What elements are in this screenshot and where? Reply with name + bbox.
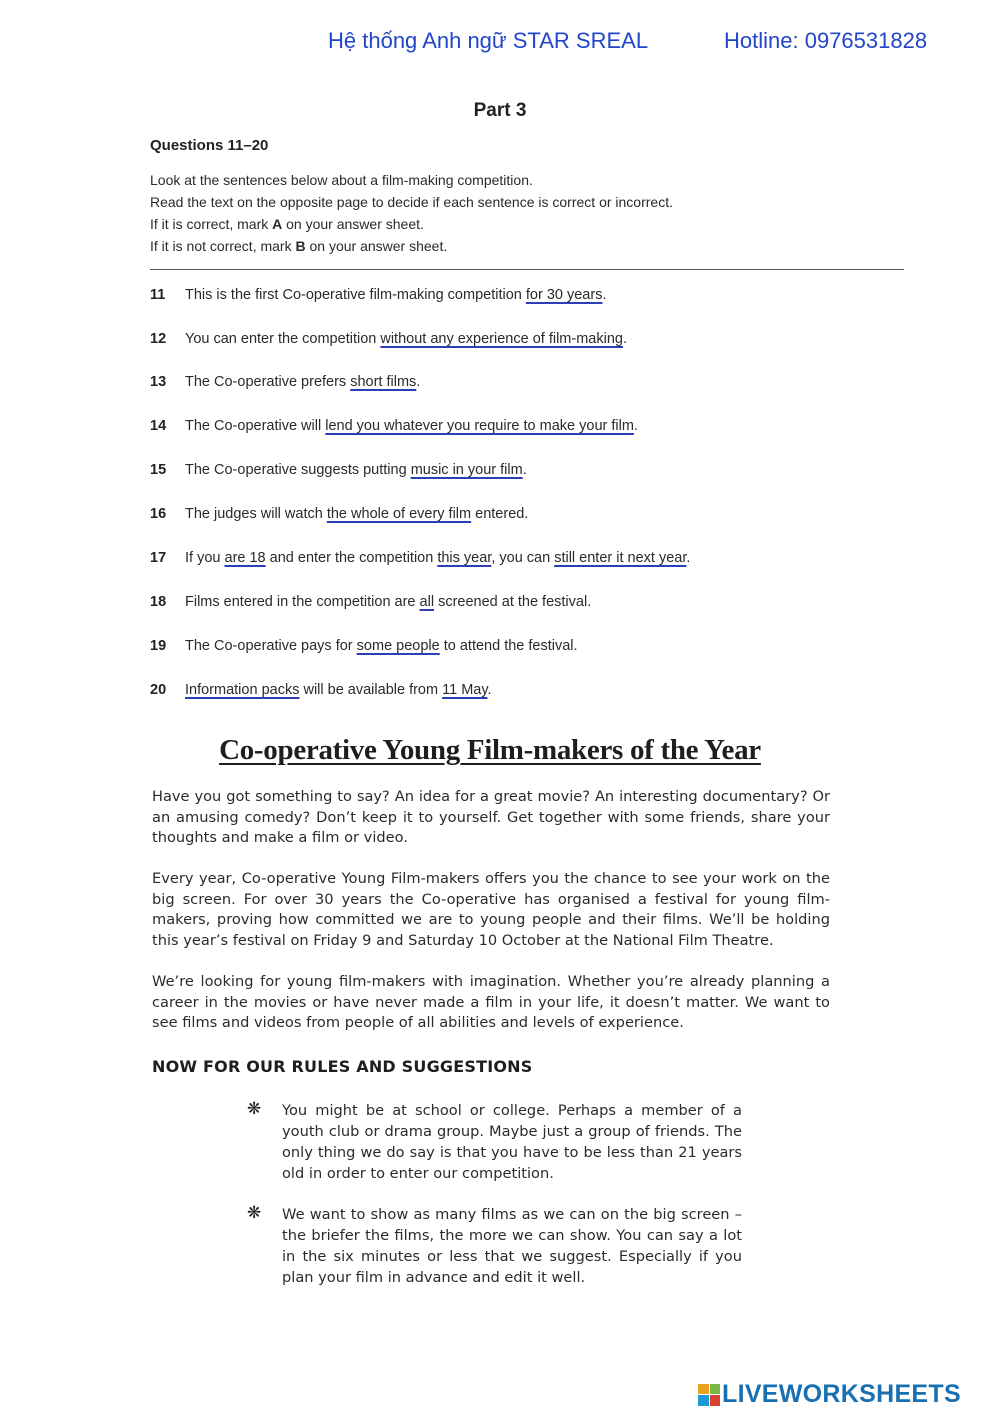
question-number: 20: [150, 682, 167, 698]
questions-heading: Questions 11–20: [150, 137, 269, 154]
logo-square: [710, 1384, 721, 1395]
question-number: 18: [150, 594, 167, 610]
bullet-icon: ❋: [247, 1099, 262, 1118]
question-item: 12 You can enter the competition without any experience of film-making.: [150, 331, 627, 347]
question-number: 12: [150, 331, 167, 347]
question-number: 14: [150, 418, 167, 434]
article-title: Co-operative Young Film-makers of the Year: [219, 734, 761, 766]
question-item: 13 The Co-operative prefers short films.: [150, 374, 421, 390]
question-number: 13: [150, 374, 167, 390]
rule-bullet: We want to show as many films as we can on the big screen – the briefer the films, the more we can show. You can say a lot in the six minutes or less that we suggest. Especially if you plan your film in advance and edit it well.: [282, 1206, 742, 1286]
logo-text: LIVEWORKSHEETS: [722, 1380, 961, 1408]
question-item: 16 The judges will watch the whole of every film entered.: [150, 506, 529, 522]
question-item: 18 Films entered in the competition are all screened at the festival.: [150, 594, 592, 610]
part-title: Part 3: [473, 100, 527, 121]
instruction-line: If it is not correct, mark B on your answer sheet.: [150, 238, 448, 254]
hotline: Hotline: 0976531828: [724, 28, 928, 53]
question-number: 19: [150, 638, 167, 654]
question-item: 17 If you are 18 and enter the competition this year, you can still enter it next year.: [150, 550, 691, 566]
question-item: 15 The Co-operative suggests putting music in your film.: [150, 462, 527, 478]
question-item: 14 The Co-operative will lend you whatever you require to make your film.: [150, 418, 638, 434]
instruction-line: Look at the sentences below about a film-making competition.: [150, 172, 533, 188]
question-number: 11: [150, 287, 166, 303]
logo-square: [698, 1384, 709, 1395]
instruction-line: If it is correct, mark A on your answer sheet.: [150, 216, 424, 232]
question-item: 19 The Co-operative pays for some people to attend the festival.: [150, 638, 578, 654]
liveworksheets-logo: [698, 1380, 961, 1409]
logo-square: [710, 1395, 721, 1406]
divider: [150, 269, 904, 270]
question-item: 11 This is the first Co-operative film-making competition for 30 years.: [150, 287, 607, 303]
rules-heading: NOW FOR OUR RULES AND SUGGESTIONS: [152, 1057, 533, 1076]
instruction-line: Read the text on the opposite page to decide if each sentence is correct or incorrect.: [150, 194, 673, 210]
logo-icon: [698, 1384, 720, 1406]
question-number: 16: [150, 506, 167, 522]
bullet-icon: ❋: [247, 1203, 262, 1222]
article-paragraph: Have you got something to say? An idea for a great movie? An interesting documentary? Or an amusing comedy? Don’t keep it to yourself. Get together with some friends, share your thoughts and make a film or video.: [152, 788, 830, 846]
school-brand: Hệ thống Anh ngữ STAR SREAL: [328, 28, 649, 53]
logo-square: [698, 1395, 709, 1406]
question-number: 17: [150, 550, 167, 566]
question-item: 20 Information packs will be available from 11 May.: [150, 682, 492, 698]
article-paragraph: Every year, Co-operative Young Film-makers offers you the chance to see your work on the big screen. For over 30 years the Co-operative has organised a festival for young film-makers, proving how committed we are to young people and their films. We’ll be holding this year’s festival on Friday 9 and Saturday 10 October at the National Film Theatre.: [152, 870, 830, 949]
rule-bullet: You might be at school or college. Perhaps a member of a youth club or drama group. Maybe just a group of friends. The only thing we do say is that you have to be less than 21 years old in order to enter our competition.: [282, 1102, 742, 1182]
article-paragraph: We’re looking for young film-makers with imagination. Whether you’re already planning a career in the movies or have never made a film in your life, it doesn’t matter. We want to see films and videos from people of all abilities and levels of experience.: [152, 973, 830, 1031]
question-number: 15: [150, 462, 167, 478]
